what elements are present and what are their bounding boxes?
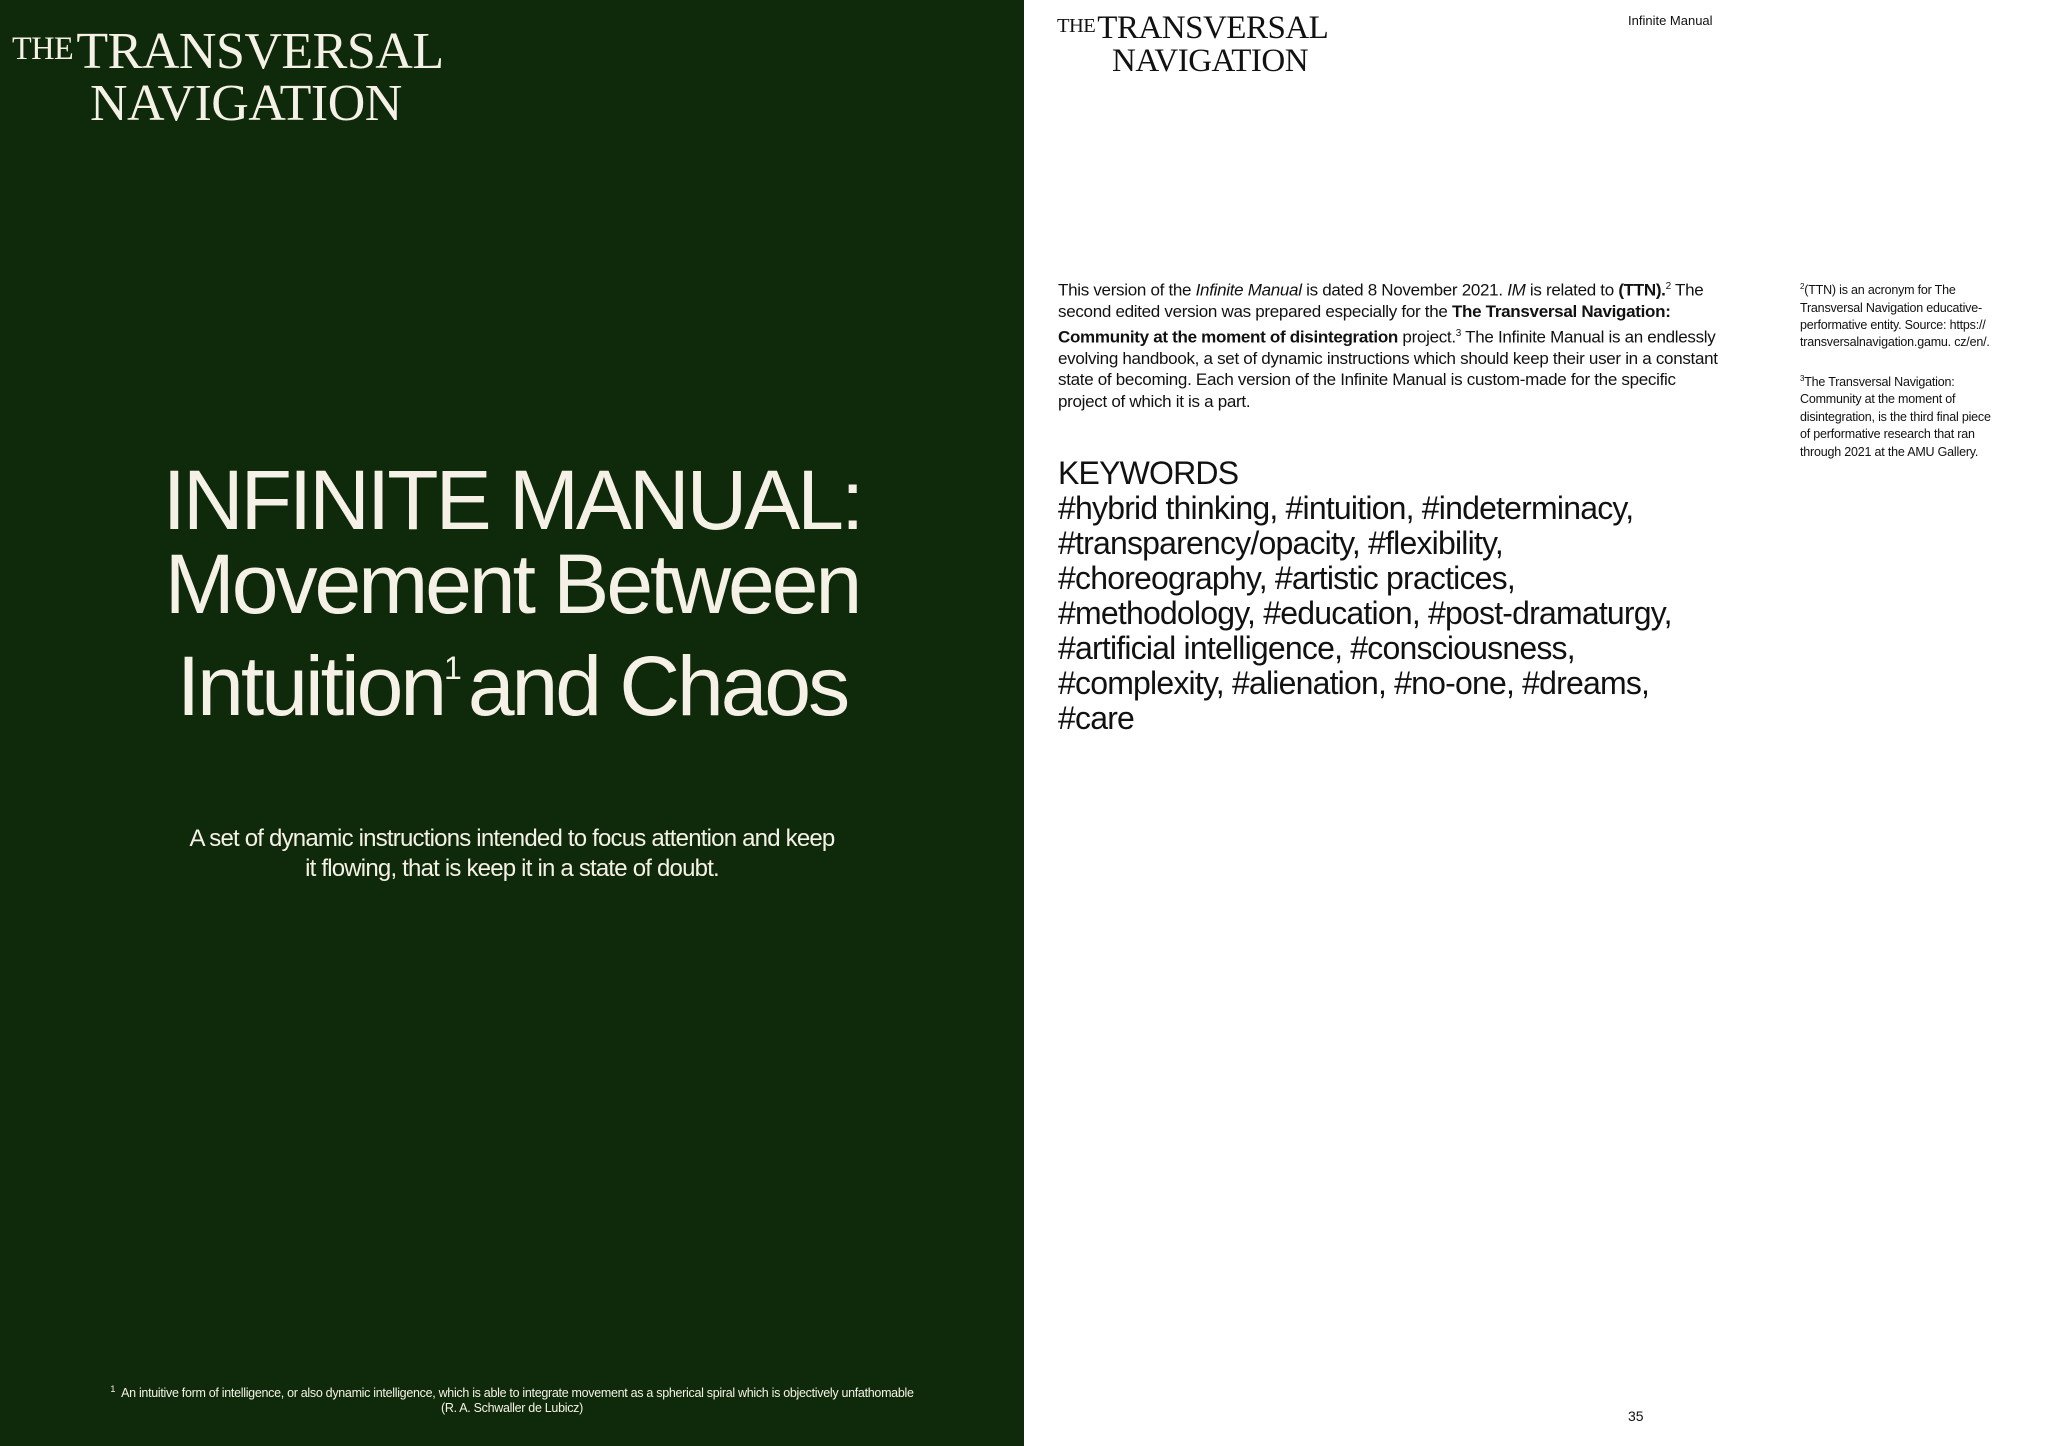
logo-the: THE xyxy=(1057,15,1096,38)
title-line2: Movement Between xyxy=(164,537,860,631)
footnote-ref-1: 1 xyxy=(444,650,462,686)
footnote-text: (TTN) is an acronym for The Transversal Navigation educative-performative entity. Source: https:// transversalnavigation.gamu. cz/en/. xyxy=(1800,283,1990,350)
footnote-1 xyxy=(40,1382,984,1416)
logo-line1: TRANSVERSAL xyxy=(1097,10,1329,46)
footnote-2 xyxy=(1800,278,2000,352)
footnote-marker: 3 xyxy=(1800,373,1805,383)
body-italic: IM xyxy=(1507,280,1526,300)
title-intuition: Intuition xyxy=(176,639,445,733)
right-page xyxy=(1024,0,2048,1446)
title-line1: INFINITE MANUAL: xyxy=(162,453,862,547)
keyword-line: #complexity, #alienation, #no-one, #dreams, xyxy=(1058,665,1650,701)
keyword-line: #methodology, #education, #post-dramaturgy, xyxy=(1058,595,1672,631)
keyword-line: #care xyxy=(1058,700,1135,736)
footnote-text: An intuitive form of intelligence, or also dynamic intelligence, which is able to integrate movement as a spherical spiral which is objectively unfathomable xyxy=(121,1386,914,1401)
body-bold: The Transversal Navigation: Community at the moment of disintegration xyxy=(1058,302,1671,347)
body-bold: (TTN). xyxy=(1618,280,1666,300)
page-title xyxy=(0,453,1024,733)
body-text: is related to xyxy=(1525,280,1619,300)
subtitle-line2: it flowing, that is keep it in a state of doubt. xyxy=(305,855,719,882)
body-text: is dated 8 November 2021. xyxy=(1301,280,1508,300)
footnote-citation: (R. A. Schwaller de Lubicz) xyxy=(441,1401,583,1416)
footnote-3 xyxy=(1800,370,2000,461)
footnote-marker: 2 xyxy=(1800,282,1805,291)
body-text: project. xyxy=(1398,327,1456,347)
subtitle-line1: A set of dynamic instructions intended to focus attention and keep xyxy=(189,825,835,852)
keywords-block xyxy=(1058,456,1738,736)
logo-line1: TRANSVERSAL xyxy=(76,23,444,80)
logo-small xyxy=(1057,12,1328,78)
keyword-line: #artificial intelligence, #consciousness, xyxy=(1058,630,1575,666)
footnote-ref-2: 2 xyxy=(1665,281,1671,292)
intro-paragraph xyxy=(1058,276,1718,412)
footnote-ref-3: 3 xyxy=(1455,327,1462,339)
running-head: Infinite Manual xyxy=(1628,13,1713,28)
body-text: The Infinite Manual is an endlessly evolving handbook, a set of dynamic instructions which should keep their user in a constant state of becoming. Each version of the Infinite Manual is custom-made for the specific project of which it is a part. xyxy=(1058,327,1718,411)
footnote-marker: 1 xyxy=(110,1384,116,1394)
logo-line2: NAVIGATION xyxy=(90,75,402,132)
title-line3 xyxy=(0,626,1024,733)
logo-the: THE xyxy=(12,29,74,66)
side-notes xyxy=(1800,278,2000,479)
keyword-line: #hybrid thinking, #intuition, #indeterminacy, xyxy=(1058,490,1634,526)
footnote-text: The Transversal Navigation: Community at the moment of disintegration, is the third final piece of performative research that ran through 2021 at the AMU Gallery. xyxy=(1800,374,1991,459)
logo-line2: NAVIGATION xyxy=(1112,43,1309,79)
subtitle xyxy=(150,824,874,884)
page-number: 35 xyxy=(1628,1408,1644,1424)
body-text: The second edited version was prepared especially for the xyxy=(1058,280,1704,322)
body-italic: Infinite Manual xyxy=(1195,280,1302,300)
keyword-line: #choreography, #artistic practices, xyxy=(1058,560,1515,596)
body-text: This version of the xyxy=(1058,280,1196,300)
title-and-chaos: and Chaos xyxy=(467,639,848,733)
logo xyxy=(12,23,444,132)
keywords-heading: KEYWORDS xyxy=(1058,455,1239,491)
keyword-line: #transparency/opacity, #flexibility, xyxy=(1058,525,1503,561)
